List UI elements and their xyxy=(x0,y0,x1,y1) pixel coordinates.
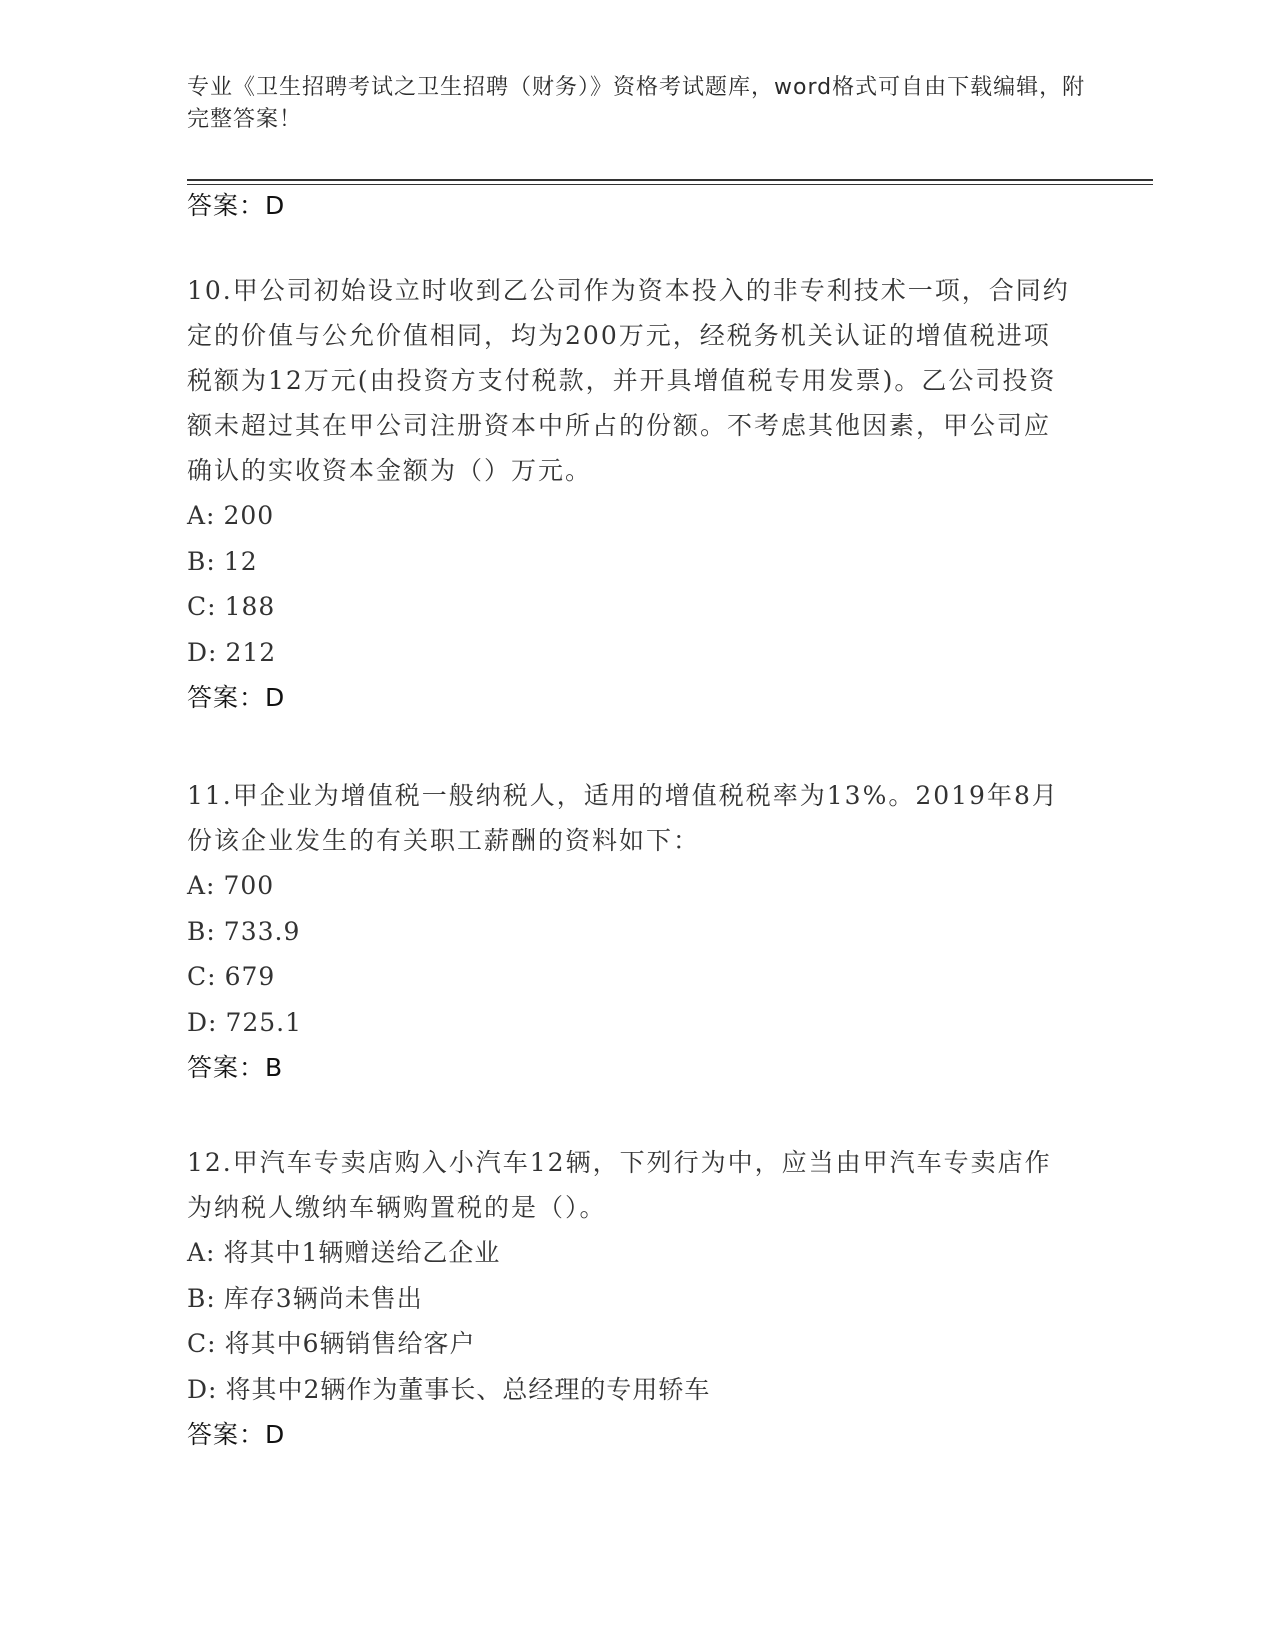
answer-value: D xyxy=(265,191,286,220)
option-text: 212 xyxy=(225,637,277,667)
option-a xyxy=(187,863,1077,909)
question-answer xyxy=(187,1045,1077,1090)
answer-label: 答案： xyxy=(187,1053,266,1082)
answer-value: D xyxy=(265,683,286,712)
option-key: C: xyxy=(187,592,217,621)
header-divider-thin xyxy=(187,184,1153,185)
option-text: 库存3辆尚未售出 xyxy=(223,1283,423,1313)
option-key: D: xyxy=(187,1007,218,1037)
answer-value: D xyxy=(265,1420,286,1449)
question-stem: 11.甲企业为增值税一般纳税人，适用的增值税税率为13%。2019年8月份该企业发生的有关职工薪酬的资料如下： xyxy=(187,781,1059,855)
question-11 xyxy=(187,773,1077,1090)
option-d xyxy=(187,1367,1077,1413)
option-key: A: xyxy=(187,871,216,900)
option-d xyxy=(187,630,1077,676)
option-b xyxy=(187,539,1077,585)
option-key: D: xyxy=(187,1374,218,1404)
option-text: 将其中6辆销售给客户 xyxy=(224,1329,476,1358)
option-a xyxy=(187,1230,1077,1276)
option-text: 200 xyxy=(223,501,275,530)
option-text: 733.9 xyxy=(223,916,301,946)
option-text: 725.1 xyxy=(225,1007,303,1037)
answer-label: 答案： xyxy=(187,191,266,220)
option-key: B: xyxy=(187,1283,216,1313)
document-header: 专业《卫生招聘考试之卫生招聘（财务）》资格考试题库，word格式可自由下载编辑，附完整答案！ xyxy=(187,75,1086,132)
option-b xyxy=(187,1276,1077,1322)
option-c xyxy=(187,954,1077,1000)
answer-label: 答案： xyxy=(187,1420,266,1449)
option-a xyxy=(187,493,1077,539)
question-stem: 10.甲公司初始设立时收到乙公司作为资本投入的非专利技术一项，合同约定的价值与公允价值相同，均为200万元，经税务机关认证的增值税进项税额为12万元(由投资方支付税款，并开具增值税专用发票)。乙公司投资额未超过其在甲公司注册资本中所占的份额。不考虑其他因素，甲公司应确认的实收资本金额为（）万元。 xyxy=(187,276,1070,485)
option-d xyxy=(187,1000,1077,1046)
option-key: C: xyxy=(187,1329,217,1358)
answer-value: B xyxy=(265,1053,284,1082)
question-stem: 12.甲汽车专卖店购入小汽车12辆，下列行为中，应当由甲汽车专卖店作为纳税人缴纳车辆购置税的是（）。 xyxy=(187,1148,1052,1222)
option-c xyxy=(187,1321,1077,1367)
question-answer xyxy=(187,675,1077,720)
option-c xyxy=(187,584,1077,630)
option-text: 12 xyxy=(223,546,258,576)
option-key: B: xyxy=(187,546,216,576)
option-text: 将其中2辆作为董事长、总经理的专用轿车 xyxy=(225,1374,711,1404)
option-key: A: xyxy=(187,1238,216,1267)
option-text: 700 xyxy=(223,871,275,900)
header-divider-thick xyxy=(187,179,1153,181)
option-text: 188 xyxy=(224,592,276,621)
question-answer xyxy=(187,1412,1077,1457)
question-10 xyxy=(187,268,1077,720)
answer-label: 答案： xyxy=(187,683,266,712)
option-key: B: xyxy=(187,916,216,946)
option-key: C: xyxy=(187,962,217,991)
question-12 xyxy=(187,1140,1077,1457)
option-text: 679 xyxy=(224,962,276,991)
option-b xyxy=(187,909,1077,955)
option-key: A: xyxy=(187,501,216,530)
option-text: 将其中1辆赠送给乙企业 xyxy=(223,1238,501,1267)
option-key: D: xyxy=(187,637,218,667)
previous-answer xyxy=(187,190,285,222)
